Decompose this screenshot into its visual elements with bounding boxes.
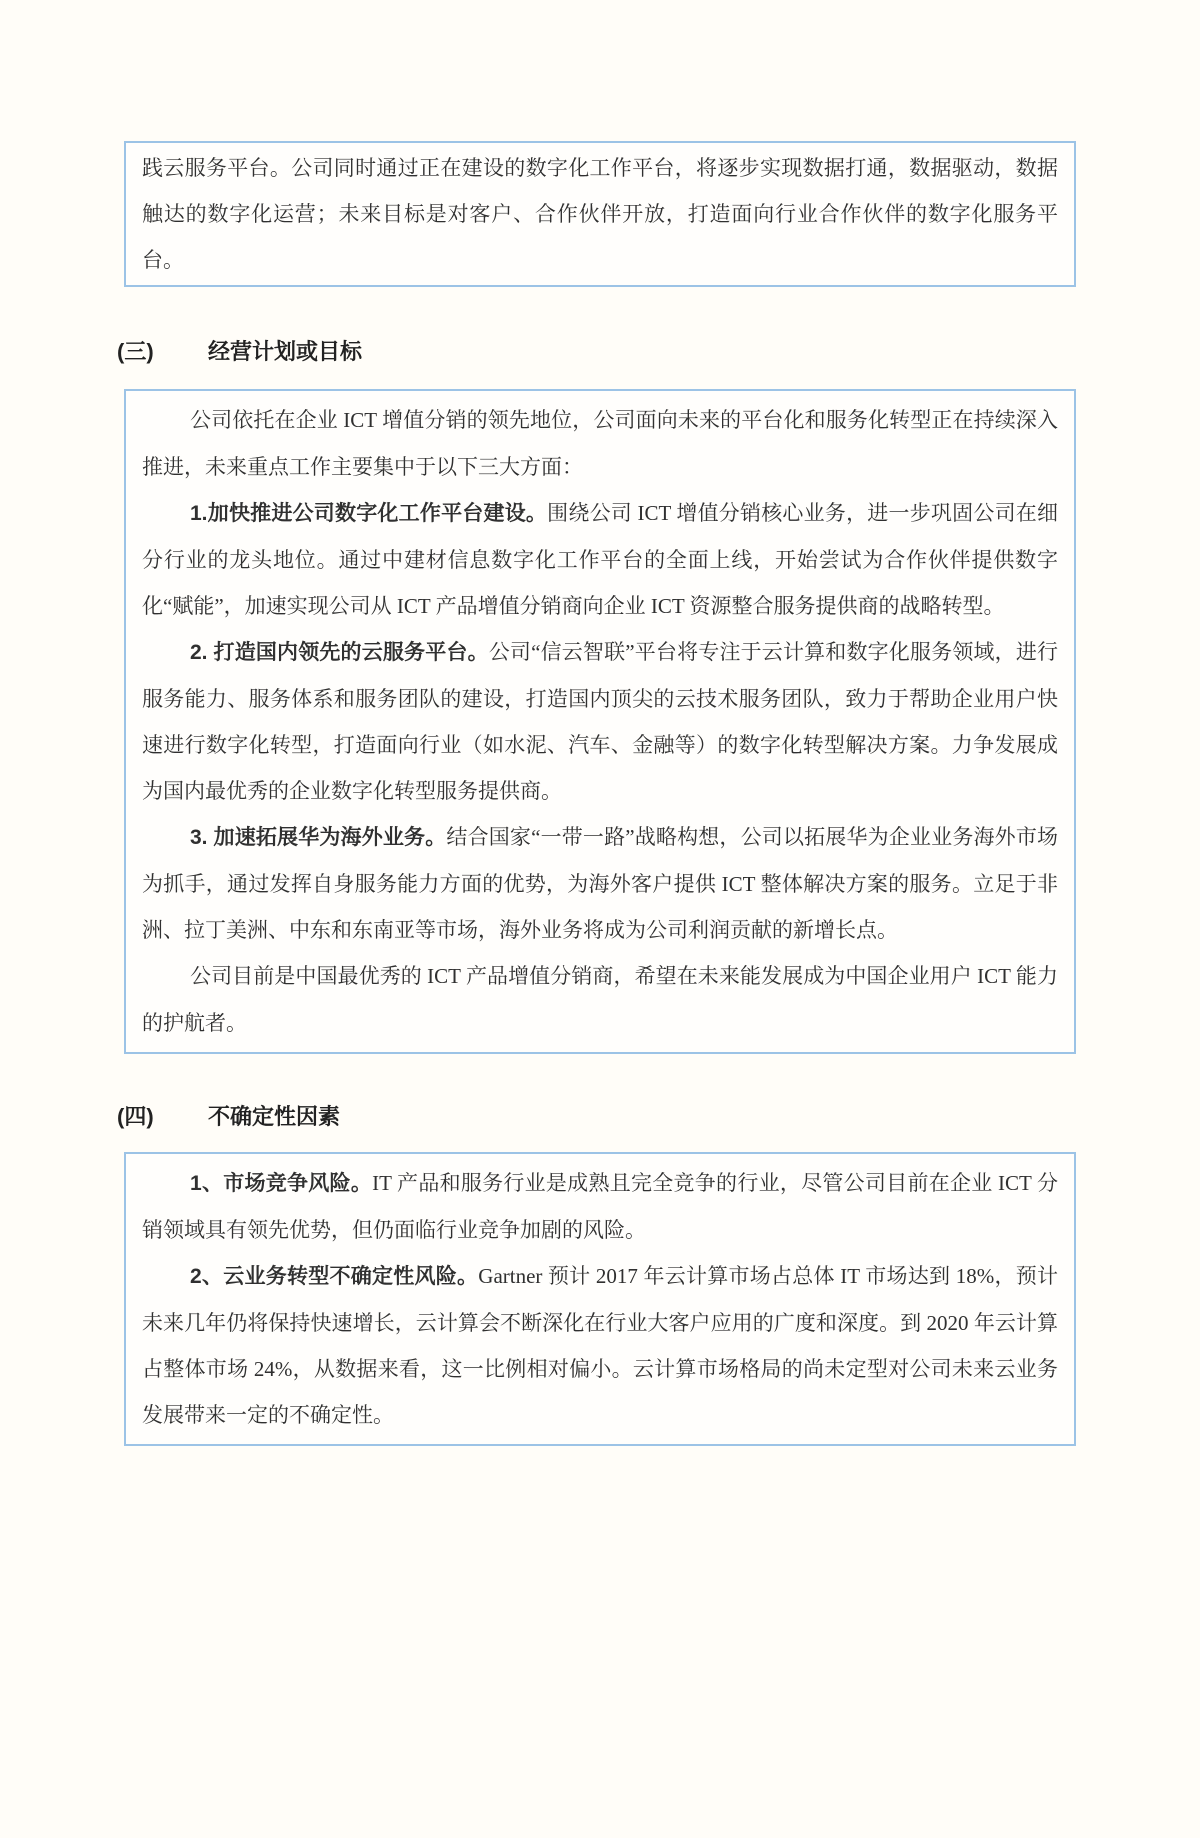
paragraph-text: 公司目前是中国最优秀的 ICT 产品增值分销商，希望在未来能发展成为中国企业用户 ICT 能力的护航者。: [142, 964, 1058, 1035]
paragraph: [142, 490, 1058, 629]
paragraph-lead: 1、市场竞争风险。: [190, 1172, 373, 1195]
section-heading-uncertainty: [117, 1104, 1200, 1130]
paragraph: [142, 1160, 1058, 1253]
paragraph-lead: 2. 打造国内领先的云服务平台。: [190, 641, 489, 664]
paragraph-text: 结合国家“一带一路”战略构想，公司以拓展华为企业业务海外市场为抓手，通过发挥自身服务能力方面的优势，为海外客户提供 ICT 整体解决方案的服务。立足于非洲、拉丁美洲、中东和东南亚等市场，海外业务将成为公司利润贡献的新增长点。: [142, 825, 1058, 942]
section-number: (四): [117, 1104, 154, 1129]
paragraph: [142, 629, 1058, 814]
paragraph-text: IT 产品和服务行业是成熟且完全竞争的行业，尽管公司目前在企业 ICT 分销领域具有领先优势，但仍面临行业竞争加剧的风险。: [142, 1171, 1059, 1242]
paragraph-text: 围绕公司 ICT 增值分销核心业务，进一步巩固公司在细分行业的龙头地位。通过中建材信息数字化工作平台的全面上线，开始尝试为合作伙伴提供数字化“赋能”，加速实现公司从 ICT 产品增值分销商向企业 ICT 资源整合服务提供商的战略转型。: [142, 501, 1058, 618]
paragraph-lead: 3. 加速拓展华为海外业务。: [190, 826, 447, 849]
paragraph: [142, 397, 1058, 490]
report-page: [0, 141, 1200, 1838]
paragraph-lead: 2、云业务转型不确定性风险。: [190, 1265, 479, 1288]
paragraph-text: 公司“信云智联”平台将专注于云计算和数字化服务领域，进行服务能力、服务体系和服务团队的建设，打造国内顶尖的云技术服务团队，致力于帮助企业用户快速进行数字化转型，打造面向行业（如水泥、汽车、金融等）的数字化转型解决方案。力争发展成为国内最优秀的企业数字化转型服务提供商。: [142, 640, 1058, 803]
paragraph-text: 公司依托在企业 ICT 增值分销的领先地位，公司面向未来的平台化和服务化转型正在持续深入推进，未来重点工作主要集中于以下三大方面：: [142, 408, 1058, 479]
document-page: [0, 141, 1200, 1838]
paragraph-text: 践云服务平台。公司同时通过正在建设的数字化工作平台，将逐步实现数据打通，数据驱动，数据触达的数字化运营；未来目标是对客户、合作伙伴开放，打造面向行业合作伙伴的数字化服务平台。: [142, 156, 1058, 272]
paragraph: [142, 814, 1058, 953]
uncertainty-box: [124, 1152, 1076, 1446]
section-title: 经营计划或目标: [208, 339, 363, 364]
paragraph: [142, 953, 1058, 1046]
paragraph-text: Gartner 预计 2017 年云计算市场占总体 IT 市场达到 18%，预计未来几年仍将保持快速增长，云计算会不断深化在行业大客户应用的广度和深度。到 2020 年云计算占整体市场 24%，从数据来看，这一比例相对偏小。云计算市场格局的尚未定型对公司未来云业务发展带来一定的不确定性。: [142, 1264, 1059, 1427]
section-number: (三): [117, 339, 154, 364]
business-plan-box: [124, 389, 1076, 1054]
paragraph: [142, 1253, 1058, 1438]
section-title: 不确定性因素: [208, 1104, 341, 1129]
paragraph-lead: 1.加快推进公司数字化工作平台建设。: [190, 502, 548, 525]
section-heading-business-plan: [117, 339, 1200, 365]
continuation-text-box: [124, 141, 1076, 287]
paragraph: [142, 145, 1058, 283]
